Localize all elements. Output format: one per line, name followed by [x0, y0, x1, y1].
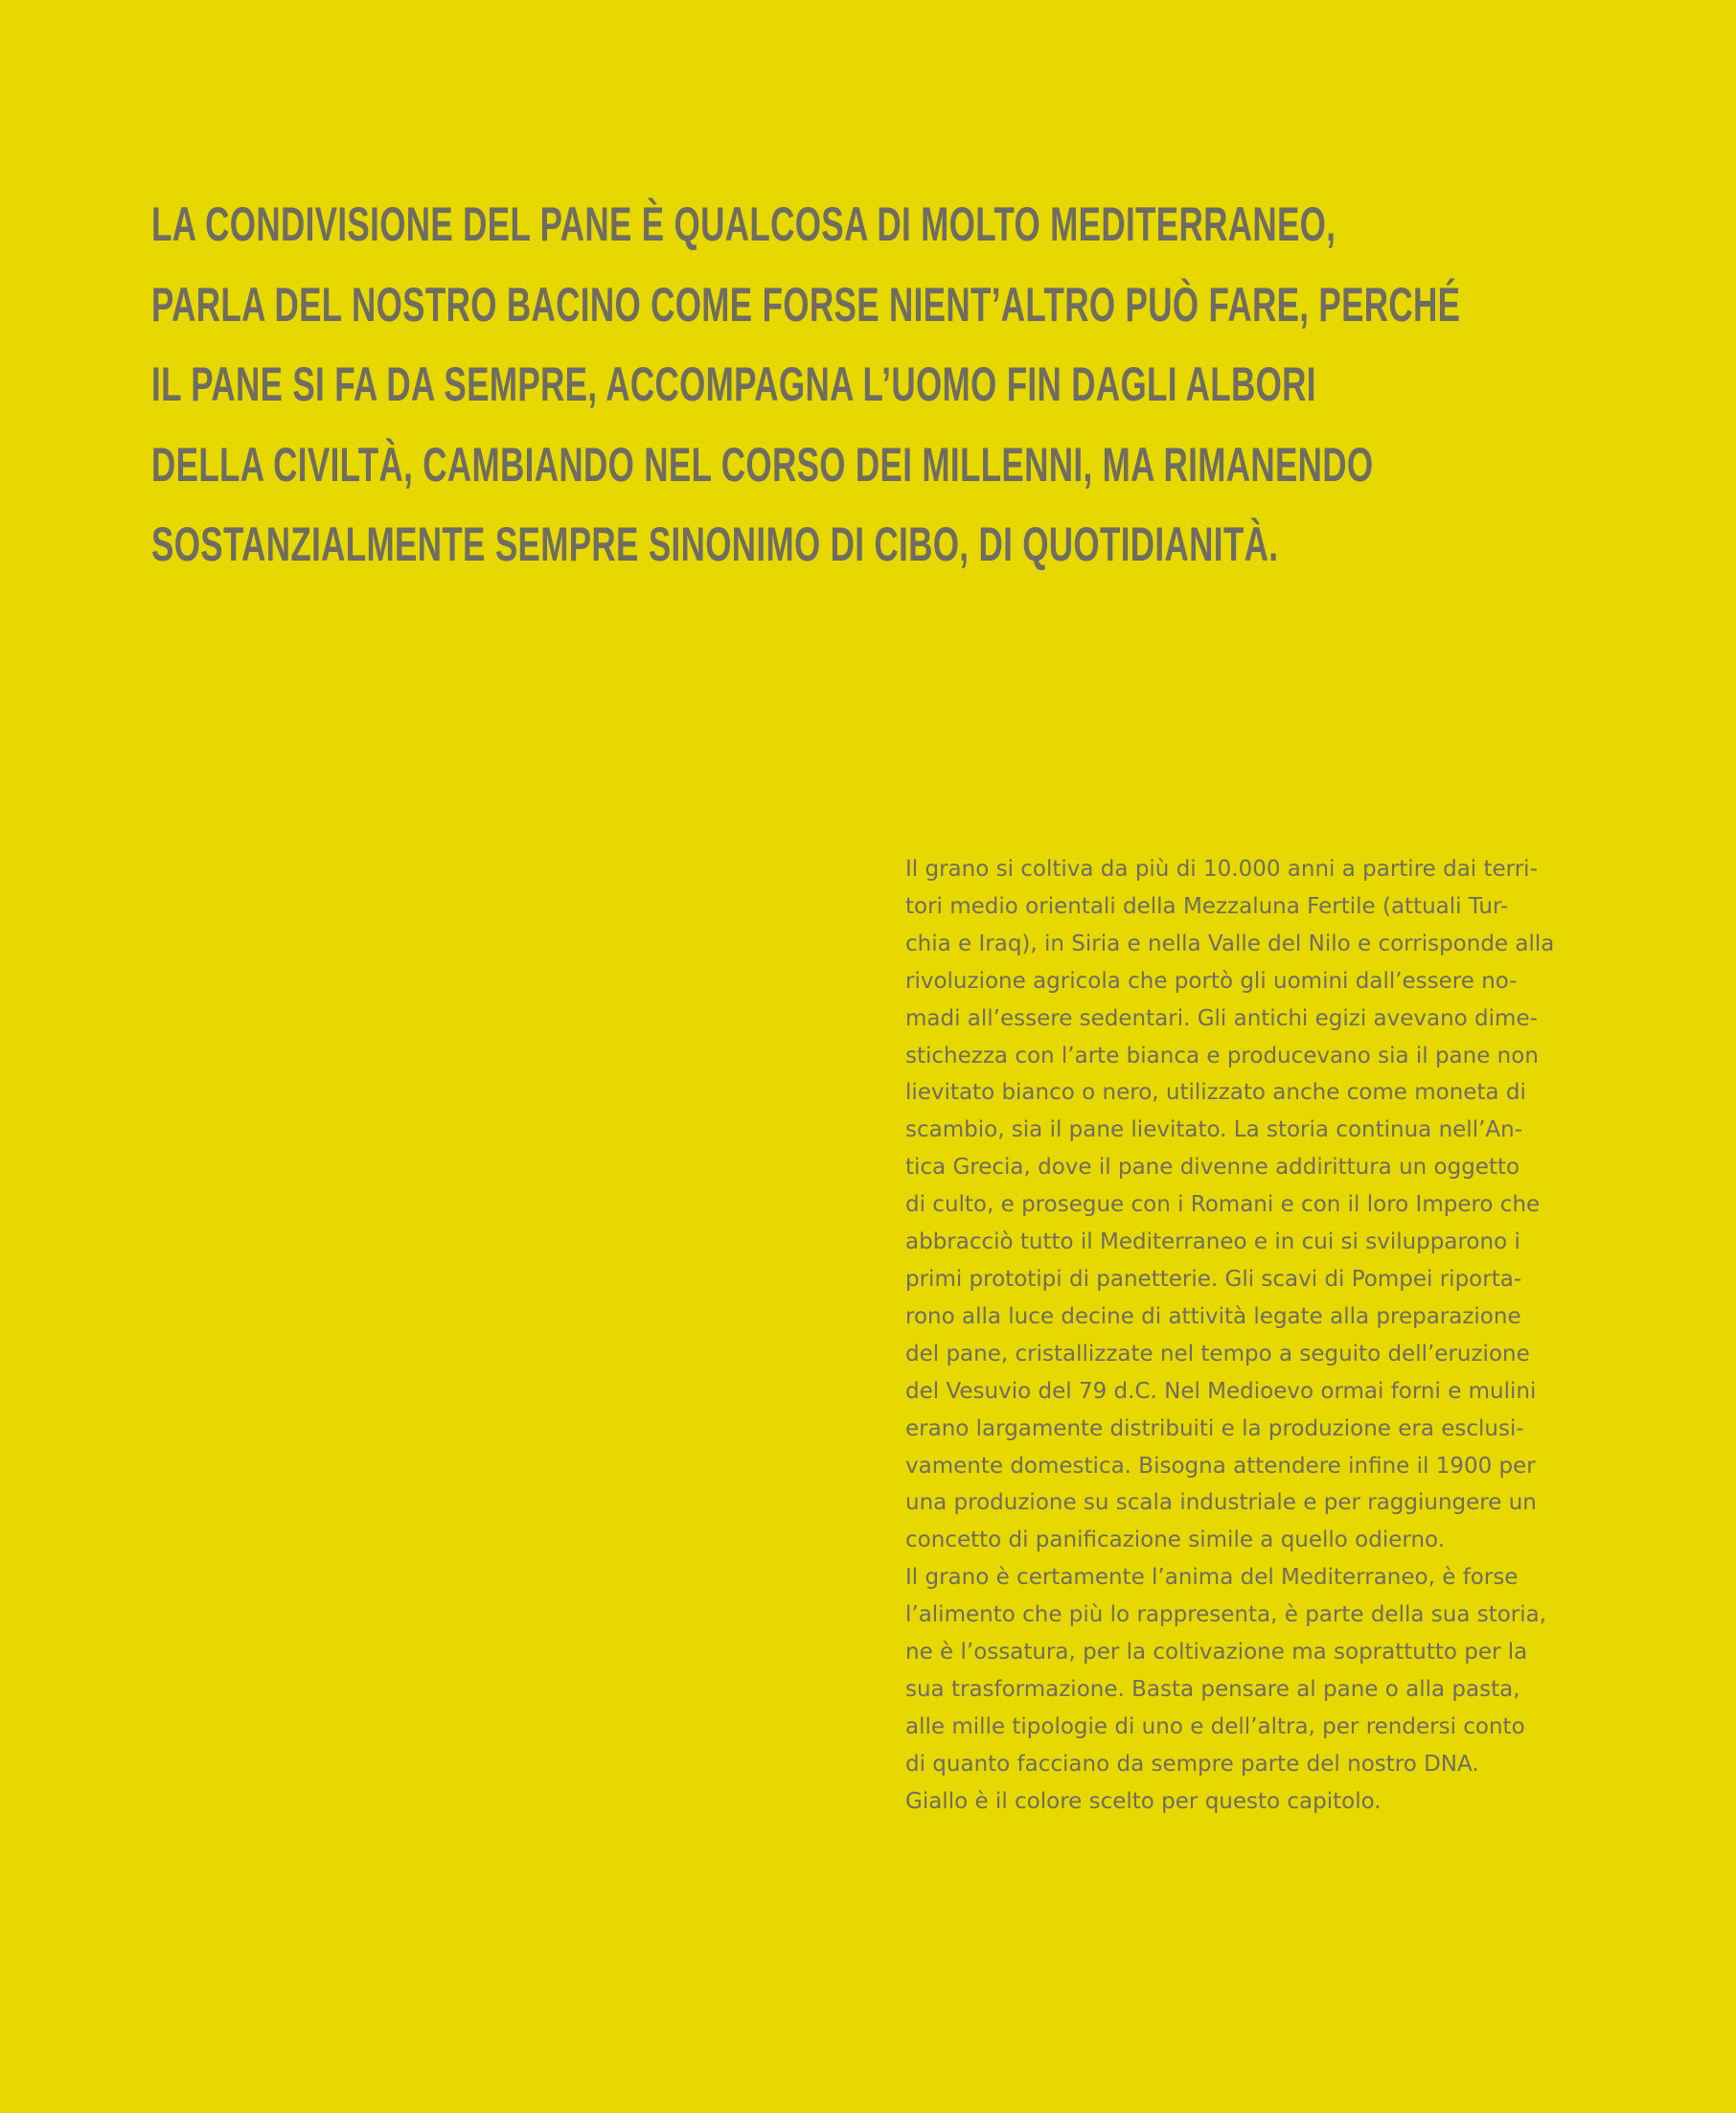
body-line: del Vesuvio del 79 d.C. Nel Medioevo ormai forni e mulini [905, 1378, 1537, 1404]
headline-line: PARLA DEL NOSTRO BACINO COME FORSE NIENT’ALTRO PUÒ FARE, PERCHÉ [151, 277, 1461, 332]
body-line: di quanto facciano da sempre parte del nostro DNA. [905, 1751, 1479, 1777]
body-line: di culto, e prosegue con i Romani e con il loro Impero che [905, 1192, 1541, 1218]
body-line: scambio, sia il pane lievitato. La storia continua nell’An- [905, 1117, 1522, 1143]
headline-line: SOSTANZIALMENTE SEMPRE SINONIMO DI CIBO, DI QUOTIDIANITÀ. [151, 517, 1279, 571]
body-line: vamente domestica. Bisogna attendere infine il 1900 per [905, 1453, 1536, 1479]
body-line: alle mille tipologie di uno e dell’altra, per rendersi conto [905, 1713, 1525, 1739]
headline [151, 185, 1461, 586]
headline-line: DELLA CIVILTÀ, CAMBIANDO NEL CORSO DEI MILLENNI, MA RIMANENDO [151, 437, 1374, 492]
body-line: tori medio orientali della Mezzaluna Fertile (attuali Tur- [905, 893, 1509, 919]
body-line: stichezza con l’arte bianca e producevano sia il pane non [905, 1043, 1539, 1068]
body-line: abbracciò tutto il Mediterraneo e in cui si svilupparono i [905, 1229, 1520, 1255]
headline-line: LA CONDIVISIONE DEL PANE È QUALCOSA DI MOLTO MEDITERRANEO, [151, 197, 1336, 251]
body-line: primi prototipi di panetterie. Gli scavi di Pompei riporta- [905, 1266, 1522, 1292]
body-line: una produzione su scala industriale e per raggiungere un [905, 1490, 1537, 1516]
body-line: rivoluzione agricola che portò gli uomini dall’essere no- [905, 968, 1518, 994]
headline-line: IL PANE SI FA DA SEMPRE, ACCOMPAGNA L’UOMO FIN DAGLI ALBORI [151, 357, 1316, 411]
body-line: l’alimento che più lo rappresenta, è parte della sua storia, [905, 1602, 1547, 1628]
body-line: rono alla luce decine di attività legate alla preparazione [905, 1303, 1521, 1329]
body-line: chia e Iraq), in Siria e nella Valle del Nilo e corrisponde alla [905, 930, 1555, 956]
body-line: Il grano si coltiva da più di 10.000 anni a partire dai terri- [905, 857, 1538, 882]
body-line: erano largamente distribuiti e la produzione era esclusi- [905, 1415, 1524, 1441]
body-text [905, 851, 1595, 1821]
body-line: concetto di panificazione simile a quello odierno. [905, 1527, 1446, 1553]
body-line: ne è l’ossatura, per la coltivazione ma soprattutto per la [905, 1640, 1528, 1665]
body-line: sua trasformazione. Basta pensare al pane o alla pasta, [905, 1676, 1520, 1702]
body-line: Giallo è il colore scelto per questo capitolo. [905, 1788, 1382, 1814]
body-line: Il grano è certamente l’anima del Mediterraneo, è forse [905, 1565, 1519, 1591]
body-line: tica Grecia, dove il pane divenne addirittura un oggetto [905, 1155, 1520, 1181]
body-line: del pane, cristallizzate nel tempo a seguito dell’eruzione [905, 1341, 1530, 1367]
body-line: lievitato bianco o nero, utilizzato anche come moneta di [905, 1080, 1526, 1106]
body-line: madi all’essere sedentari. Gli antichi egizi avevano dime- [905, 1005, 1538, 1031]
